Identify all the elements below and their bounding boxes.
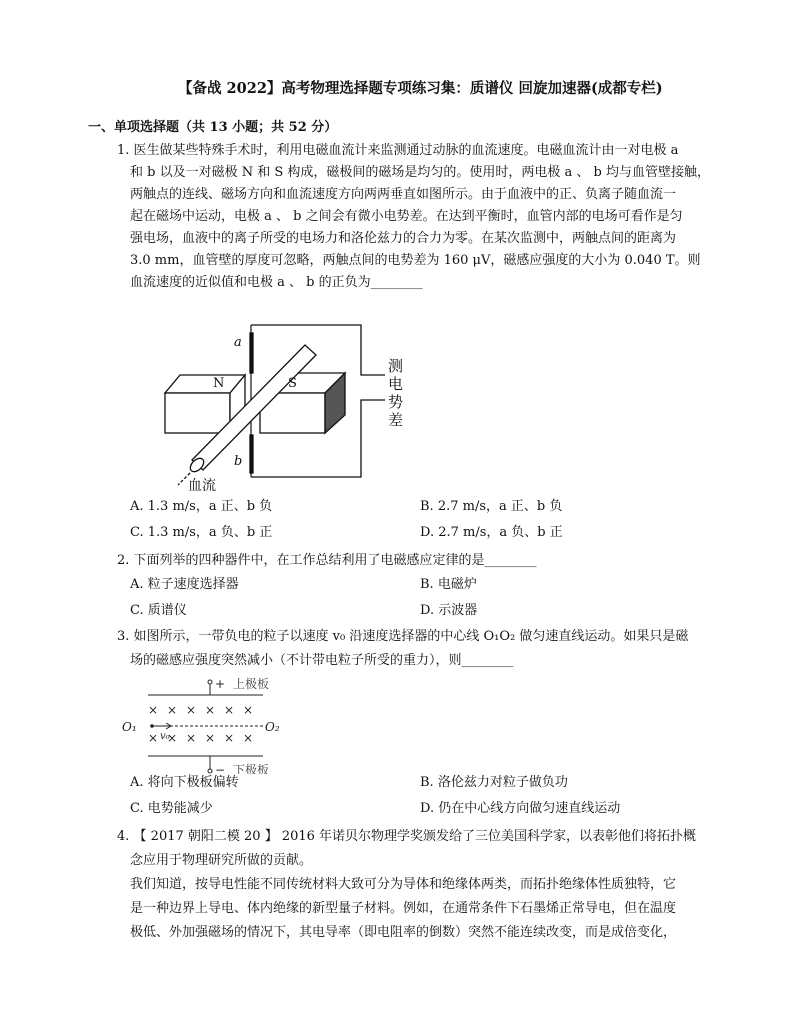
q3-line: 3. 如图所示，一带负电的粒子以速度 v₀ 沿速度选择器的中心线 O₁O₂ 做匀速直线运动。如果只是磁 <box>117 629 689 644</box>
q1-line: 1. 医生做某些特殊手术时，利用电磁血流计来监测通过动脉的血流速度。电磁血流计由一对电极 a <box>117 143 679 158</box>
field-cross-icon: × <box>186 703 197 717</box>
q1-option-c[interactable]: C. 1.3 m/s，a 负、b 正 <box>130 525 273 540</box>
upper-plate-label: 上极板 <box>233 677 270 691</box>
q2-option-c[interactable]: C. 质谱仪 <box>130 603 187 618</box>
field-cross-icon: × <box>167 731 178 745</box>
q4-line: 极低、外加强磁场的情况下，其电导率（即电阻率的倒数）突然不能连续改变，而是成倍变化， <box>130 925 677 940</box>
q1-line: 起在磁场中运动，电极 a 、 b 之间会有微小电势差。在达到平衡时，血管内部的电场可看作是匀 <box>130 209 683 224</box>
q2-option-a[interactable]: A. 粒子速度选择器 <box>130 577 239 592</box>
electrode-b-label: b <box>234 454 243 469</box>
q3-line: 场的磁感应强度突然减小（不计带电粒子所受的重力），则________ <box>130 653 514 668</box>
meter-label: 势 <box>388 393 404 411</box>
o2-label: O₂ <box>265 720 280 734</box>
electrode-a-label: a <box>234 335 242 350</box>
q4-line: 念应用于物理研究所做的贡献。 <box>130 853 313 868</box>
page-title: 【备战 2022】高考物理选择题专项练习集：质谱仪 回旋加速器(成都专栏) <box>178 80 663 97</box>
q4-line: 4. 【 2017 朝阳二模 20 】 2016 年诺贝尔物理学奖颁发给了三位美国科学家，以表彰他们将拓扑概 <box>117 829 697 844</box>
q1-line: 两触点的连线、磁场方向和血流速度方向两两垂直如图所示。由于血液中的正、负离子随血流一 <box>130 187 677 202</box>
field-cross-icon: × <box>224 703 235 717</box>
q2-option-b[interactable]: B. 电磁炉 <box>420 577 477 592</box>
q1-line: 和 b 以及一对磁极 N 和 S 构成，磁极间的磁场是均匀的。使用时，两电极 a 、 b 均与血管壁接触， <box>130 165 710 180</box>
blood-flow-label: 血流 <box>188 478 216 494</box>
minus-terminal: − <box>215 763 226 774</box>
pole-n-label: N <box>213 376 225 391</box>
meter-label: 差 <box>388 411 404 429</box>
plus-terminal: + <box>215 677 226 691</box>
field-cross-icon: × <box>148 731 159 745</box>
q4-line: 是一种边界上导电、体内绝缘的新型量子材料。例如，在通常条件下石墨烯正常导电，但在温度 <box>130 901 677 916</box>
field-cross-icon: × <box>243 703 254 717</box>
section-heading: 一、单项选择题（共 13 小题；共 52 分） <box>88 120 338 135</box>
meter-label: 测 <box>388 357 404 375</box>
velocity-selector-figure <box>118 674 318 774</box>
field-cross-icon: × <box>167 703 178 717</box>
q2-line: 2. 下面列举的四种器件中，在工作总结利用了电磁感应定律的是________ <box>117 553 537 568</box>
field-cross-icon: × <box>205 703 216 717</box>
q3-option-a[interactable]: A. 将向下极板偏转 <box>130 775 239 790</box>
field-cross-icon: × <box>243 731 254 745</box>
q1-option-d[interactable]: D. 2.7 m/s，a 负、b 正 <box>420 525 563 540</box>
field-cross-icon: × <box>224 731 235 745</box>
field-cross-icon: × <box>205 731 216 745</box>
pole-s-label: S <box>288 376 297 391</box>
blood-flow-meter-figure <box>140 305 430 495</box>
q1-line: 血流速度的近似值和电极 a 、 b 的正负为________ <box>130 275 423 290</box>
q3-option-b[interactable]: B. 洛伦兹力对粒子做负功 <box>420 775 568 790</box>
q3-option-d[interactable]: D. 仍在中心线方向做匀速直线运动 <box>420 801 621 816</box>
meter-label: 电 <box>388 375 404 393</box>
field-cross-icon: × <box>186 731 197 745</box>
o1-label: O₁ <box>122 720 137 734</box>
lower-plate-label: 下极板 <box>233 763 270 774</box>
q1-line: 3.0 mm，血管壁的厚度可忽略，两触点间的电势差为 160 μV，磁感应强度的大小为 0.040 T。则 <box>130 253 701 268</box>
q1-option-a[interactable]: A. 1.3 m/s，a 正、b 负 <box>130 499 273 514</box>
q1-line: 强电场，血液中的离子所受的电场力和洛伦兹力的合力为零。在某次监测中，两触点间的距离为 <box>130 231 677 246</box>
q1-option-b[interactable]: B. 2.7 m/s，a 正、b 负 <box>420 499 563 514</box>
field-cross-icon: × <box>148 703 159 717</box>
q3-option-c[interactable]: C. 电势能减少 <box>130 801 213 816</box>
q4-line: 我们知道，按导电性能不同传统材料大致可分为导体和绝缘体两类，而拓扑绝缘体性质独特，它 <box>130 877 677 892</box>
q2-option-d[interactable]: D. 示波器 <box>420 603 478 618</box>
v0-label: v₀ <box>160 731 170 742</box>
